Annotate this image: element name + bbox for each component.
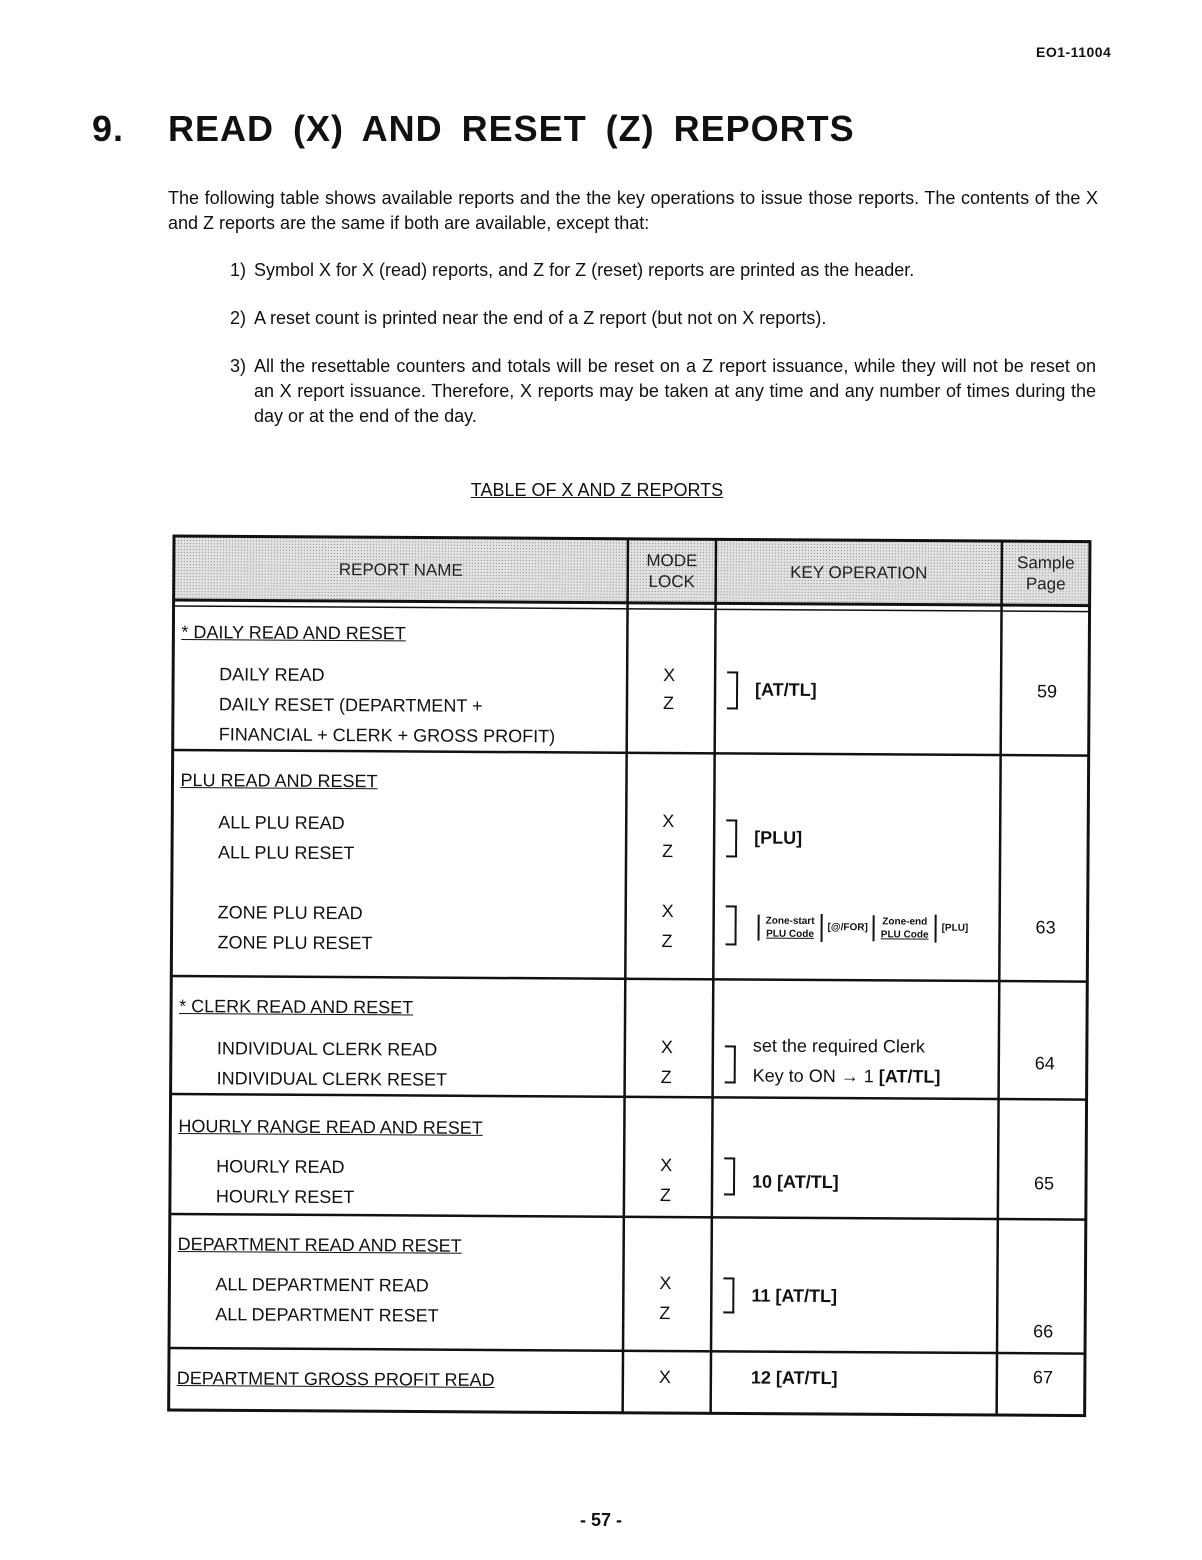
mode-lock-value: Z [660, 1066, 672, 1088]
header-mode-lock-line1: MODE [646, 550, 698, 571]
section-heading [92, 108, 855, 150]
zone-start-label: Zone-start [765, 915, 815, 927]
note-text: Symbol X for X (read) reports, and Z for Z (reset) reports are printed as the header. [254, 260, 915, 280]
bracket-icon [726, 819, 737, 857]
note-text: A reset count is printed near the end of a Z report (but not on X reports). [254, 308, 827, 328]
group-title: * CLERK READ AND RESET [179, 996, 414, 1018]
report-item: ALL DEPARTMENT READ [215, 1274, 429, 1296]
mode-lock-value: X [663, 665, 676, 686]
mode-lock-value: X [660, 1154, 673, 1176]
sample-page: 59 [1036, 681, 1058, 702]
key-operation-key: [AT/TL] [878, 1066, 941, 1087]
row-divider [171, 976, 1087, 982]
bracket-icon [724, 1157, 735, 1195]
report-item: HOURLY RESET [215, 1186, 355, 1208]
report-item: ALL PLU READ [218, 812, 345, 834]
report-item: FINANCIAL + CLERK + GROSS PROFIT) [218, 724, 556, 747]
report-item: INDIVIDUAL CLERK RESET [216, 1068, 448, 1090]
reports-table [167, 534, 1096, 1420]
note-text: All the resettable counters and totals will be reset on a Z report issuance, while they will not be reset on an X report issuance. Therefore, X reports may be taken at any time and any number of times during the day or at the end of the day. [254, 356, 1096, 426]
note-item [230, 306, 1096, 331]
report-item: HOURLY READ [216, 1156, 345, 1178]
zone-key-sequence [758, 914, 974, 943]
row-divider [169, 1348, 1085, 1354]
section-number: 9. [92, 108, 125, 149]
zone-plu-key: [PLU] [935, 915, 974, 943]
report-item: DAILY RESET (DEPARTMENT + [218, 694, 483, 716]
report-item: ZONE PLU RESET [217, 932, 373, 954]
report-item: ALL PLU RESET [217, 842, 355, 864]
zone-end-label: Zone-end [882, 916, 928, 928]
mode-lock-value: X [661, 900, 674, 922]
sample-page: 67 [1032, 1367, 1053, 1388]
header-rule-double [174, 606, 1090, 612]
key-operation: 12 [AT/TL] [750, 1367, 838, 1389]
mode-lock-value: Z [659, 1302, 671, 1324]
report-item: DAILY READ [219, 664, 325, 685]
header-sample-page [1002, 541, 1090, 606]
key-operation: [PLU] [754, 827, 803, 848]
note-index: 3) [230, 356, 247, 376]
header-key-operation: KEY OPERATION [790, 562, 928, 583]
bracket-icon [725, 905, 736, 945]
key-operation: 10 [AT/TL] [751, 1171, 839, 1193]
report-item: ZONE PLU READ [217, 902, 363, 924]
group-title: DEPARTMENT READ AND RESET [177, 1234, 462, 1256]
sample-page: 63 [1035, 917, 1056, 938]
group-title: HOURLY RANGE READ AND RESET [178, 1116, 483, 1138]
mode-lock-value: Z [659, 1184, 672, 1206]
zone-end-sub: PLU Code [880, 929, 929, 941]
key-operation: [AT/TL] [754, 679, 817, 700]
column-divider [623, 539, 628, 1413]
notes-list [230, 258, 1096, 452]
note-index: 1) [230, 260, 247, 280]
column-divider [711, 539, 716, 1413]
group-title: * DAILY READ AND RESET [181, 622, 406, 644]
section-title: READ (X) AND RESET (Z) REPORTS [168, 108, 855, 149]
header-mode-lock [628, 539, 716, 604]
bracket-icon [725, 1045, 736, 1083]
group-title: PLU READ AND RESET [180, 770, 378, 792]
row-divider [170, 1214, 1086, 1220]
note-item [230, 354, 1096, 429]
key-operation: 11 [AT/TL] [751, 1285, 838, 1307]
header-sample-page-line1: Sample [1016, 553, 1075, 573]
header-report-name: REPORT NAME [338, 559, 463, 580]
mode-lock-value: Z [662, 693, 675, 714]
sample-page: 64 [1034, 1053, 1055, 1074]
mode-lock-value: X [662, 811, 675, 832]
report-item: INDIVIDUAL CLERK READ [216, 1038, 438, 1060]
note-item [230, 258, 1096, 283]
header-sample-page-line2: Page [1025, 574, 1066, 594]
mode-lock-value: X [658, 1366, 671, 1388]
table-title [0, 480, 1202, 501]
sample-page: 65 [1033, 1173, 1055, 1194]
key-operation-prefix: Key to ON → 1 [752, 1065, 879, 1087]
page-number: - 57 - [579, 1510, 622, 1530]
header-mode-lock-line2: LOCK [648, 571, 695, 592]
intro-paragraph: The following table shows available reports and the the key operations to issue those reports. The contents of the X and Z reports are the same if both are available, except that: [168, 188, 1098, 233]
row-divider [171, 1094, 1087, 1100]
column-divider [997, 541, 1002, 1415]
table-title-text: TABLE OF X AND Z REPORTS [470, 480, 724, 500]
zone-start-sub: PLU Code [766, 928, 814, 940]
sample-page: 66 [1033, 1321, 1054, 1342]
document-id: EO1-11004 [1036, 44, 1112, 60]
report-item: ALL DEPARTMENT RESET [215, 1304, 439, 1326]
bracket-icon [723, 1277, 734, 1313]
mode-lock-value: X [660, 1036, 673, 1058]
mode-lock-value: Z [661, 930, 673, 952]
key-operation-line [753, 1066, 941, 1088]
zone-end-code [873, 915, 935, 941]
zone-for-key: [@/FOR] [820, 914, 872, 942]
row-divider [173, 750, 1089, 756]
key-operation-line: set the required Clerk [752, 1035, 926, 1057]
note-index: 2) [230, 308, 247, 328]
group-title: DEPARTMENT GROSS PROFIT READ [176, 1368, 495, 1390]
mode-lock-value: X [659, 1272, 672, 1294]
zone-start-code [758, 915, 821, 941]
bracket-icon [727, 671, 738, 709]
mode-lock-value: Z [662, 840, 674, 862]
